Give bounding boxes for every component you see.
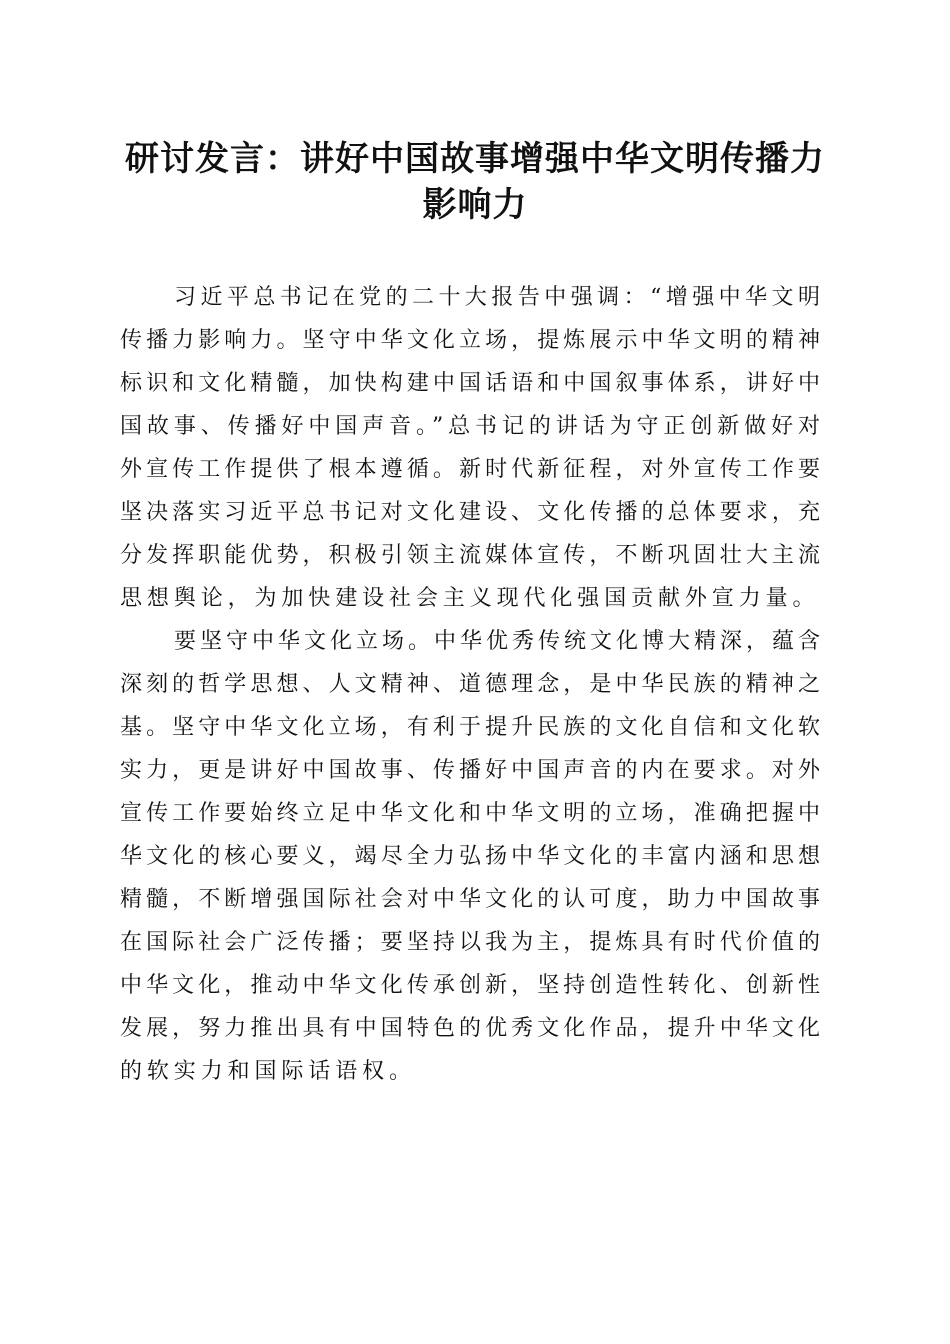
text-line: 宣传工作要始终立足中华文化和中华文明的立场，准确把握中 (120, 801, 820, 826)
paragraph (120, 276, 820, 620)
text-line: 标识和文化精髓，加快构建中国话语和中国叙事体系，讲好中 (120, 371, 820, 396)
text-line: 国故事、传播好中国声音。”总书记的讲话为守正创新做好对 (120, 414, 820, 439)
text-line: 分发挥职能优势，积极引领主流媒体宣传，不断巩固壮大主流 (120, 543, 820, 568)
document-body (120, 276, 820, 1093)
text-line: 华文化的核心要义，竭尽全力弘扬中华文化的丰富内涵和思想 (120, 844, 820, 869)
text-line: 实力，更是讲好中国故事、传播好中国声音的内在要求。对外 (120, 758, 820, 783)
text-line: 深刻的哲学思想、人文精神、道德理念，是中华民族的精神之 (120, 672, 820, 697)
title-line: 影响力 (422, 185, 528, 225)
text-line: 思想舆论，为加快建设社会主义现代化强国贡献外宣力量。 (120, 586, 820, 611)
text-line: 习近平总书记在党的二十大报告中强调：“增强中华文明 (174, 285, 820, 310)
paragraph (120, 620, 820, 1093)
title-line: 研讨发言：讲好中国故事增强中华文明传播力 (125, 139, 825, 179)
text-line: 的软实力和国际话语权。 (120, 1059, 416, 1084)
text-line: 在国际社会广泛传播；要坚持以我为主，提炼具有时代价值的 (120, 930, 820, 955)
document-title (100, 136, 850, 228)
text-line: 要坚守中华文化立场。中华优秀传统文化博大精深，蕴含 (174, 629, 820, 654)
text-line: 外宣传工作提供了根本遵循。新时代新征程，对外宣传工作要 (120, 457, 820, 482)
text-line: 中华文化，推动中华文化传承创新，坚持创造性转化、创新性 (120, 973, 820, 998)
text-line: 坚决落实习近平总书记对文化建设、文化传播的总体要求，充 (120, 500, 820, 525)
text-line: 精髓，不断增强国际社会对中华文化的认可度，助力中国故事 (120, 887, 820, 912)
text-line: 发展，努力推出具有中国特色的优秀文化作品，提升中华文化 (120, 1016, 820, 1041)
text-line: 基。坚守中华文化立场，有利于提升民族的文化自信和文化软 (120, 715, 820, 740)
text-line: 传播力影响力。坚守中华文化立场，提炼展示中华文明的精神 (120, 328, 820, 353)
